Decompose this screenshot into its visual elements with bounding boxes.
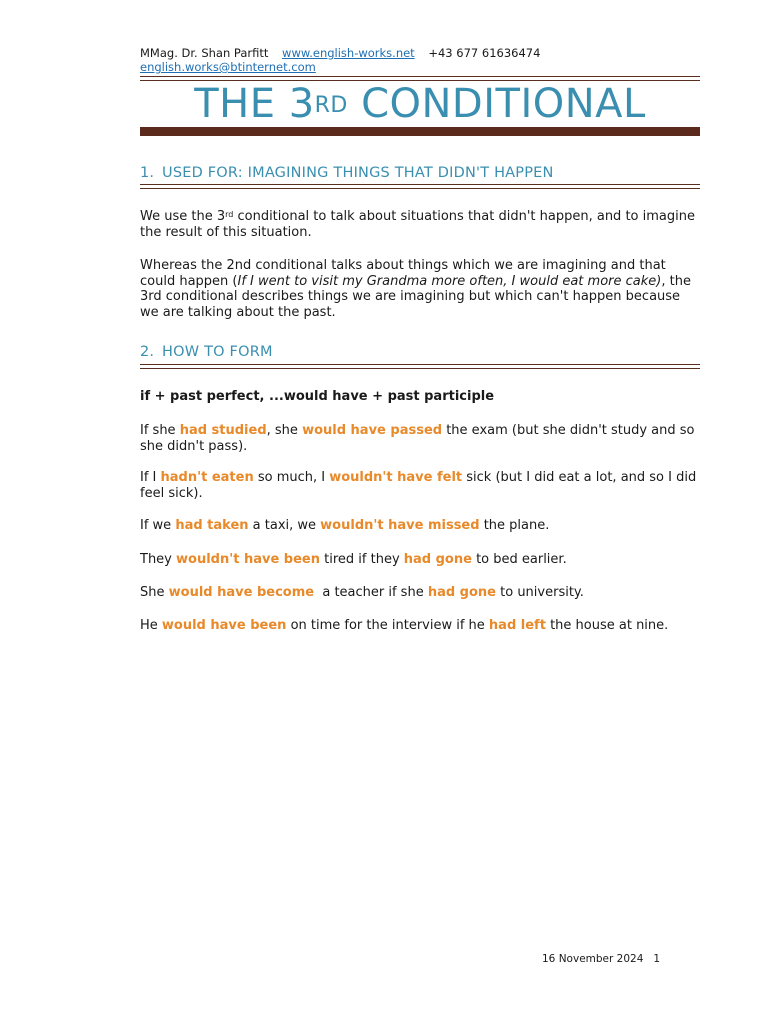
page-footer xyxy=(542,953,660,965)
formula: if + past perfect, ...would have + past participle xyxy=(140,389,495,404)
example-sentence: They wouldn't have been tired if they had gone to bed earlier. xyxy=(140,552,567,567)
section-2-rule-top xyxy=(140,364,700,365)
example-sentence: If we had taken a taxi, we wouldn't have missed the plane. xyxy=(140,518,550,533)
page-title: THE 3RD CONDITIONAL xyxy=(194,81,646,127)
title-rule xyxy=(140,127,700,136)
example-sentence: He would have been on time for the interview if he had left the house at nine. xyxy=(140,618,669,633)
section-1-paragraph-1: We use the 3rd conditional to talk about situations that didn't happen, and to imagine the result of this situation. xyxy=(140,209,695,240)
header-email xyxy=(140,60,316,74)
section-2-heading: 2. HOW TO FORM xyxy=(140,344,273,360)
section-2-rule-bottom xyxy=(140,368,700,369)
example-sentence: If she had studied, she would have passed the exam (but she didn't study and so she didn't pass). xyxy=(140,423,695,454)
email-link[interactable]: english.works@btinternet.com xyxy=(140,60,316,74)
example-sentence: If I hadn't eaten so much, I wouldn't have felt sick (but I did eat a lot, and so I did feel sick). xyxy=(140,470,697,501)
section-1-heading: 1. USED FOR: IMAGINING THINGS THAT DIDN'T HAPPEN xyxy=(140,165,554,181)
page-number: 1 xyxy=(653,953,661,965)
example-sentence: She would have become a teacher if she had gone to university. xyxy=(140,585,584,600)
header-rule-top xyxy=(140,76,700,77)
website-link[interactable]: www.english-works.net xyxy=(282,46,415,60)
footer-date: 16 November 2024 xyxy=(542,953,644,965)
phone-number: +43 677 61636474 xyxy=(428,46,541,60)
header-contact xyxy=(140,46,540,60)
section-1-rule-bottom xyxy=(140,188,700,189)
section-1-paragraph-2: Whereas the 2nd conditional talks about things which we are imagining and that could happen (If I went to visit my Grandma more often, I would eat more cake), the 3rd conditional describes things we are imagining but which can't happen because we are talking about the past. xyxy=(140,258,691,320)
section-1-rule-top xyxy=(140,184,700,185)
author-name: MMag. Dr. Shan Parfitt xyxy=(140,46,269,60)
